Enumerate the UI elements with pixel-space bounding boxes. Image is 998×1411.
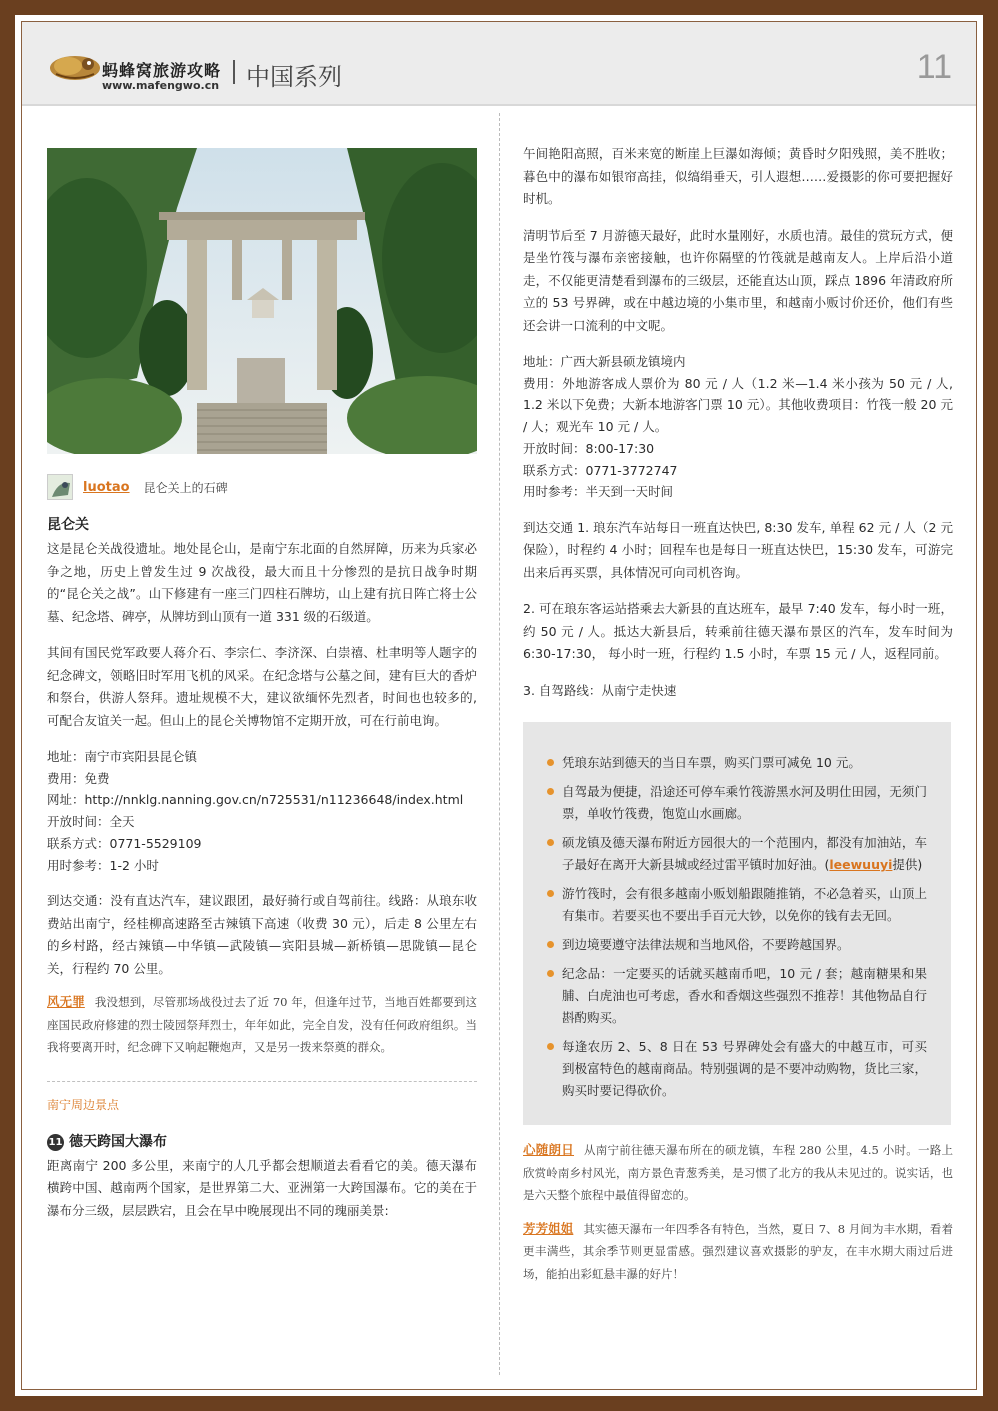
tip-credit-user[interactable]: leewuuyi: [829, 857, 893, 873]
detian-intro: 距离南宁 200 多公里，来南宁的人几乎都会想顺道去看看它的美。德天瀑布横跨中国、越南两个国家，是世界第二大、亚洲第一大跨国瀑布。它的美在于瀑布分三级，层层跌宕，且会在早中晚展现出不同的瑰丽美景:: [47, 1157, 477, 1218]
kunlun-gate-photo: [47, 148, 477, 454]
avatar[interactable]: [47, 474, 73, 500]
detian-duration: 用时参考：半天到一天时间: [523, 484, 674, 500]
quote-text: 我没想到，尽管那场战役过去了近 70 年，但逢年过节，当地百姓都要到这座国民政府修建的烈士陵园祭拜烈士，年年如此，完全自发，没有任何政府组织。当我将要离开时，纪念碑下又响起鞭炮声，又是另一拨来祭奠的群众。: [47, 995, 477, 1055]
quote-text: 从南宁前往德天瀑布所在的硕龙镇，车程 280 公里，4.5 小时。一路上欣赏岭南乡村风光，南方景色青葱秀美，是习惯了北方的我从未见过的。说实话，也是六天整个旅程中最值得留恋的。: [523, 1143, 953, 1203]
photo-caption: 昆仑关上的石碑: [143, 480, 228, 495]
tip-item: 游竹筏时，会有很多越南小贩划船跟随推销，不必急着买，山顶上有集市。若要买也不要出手百元大钞，以免你的钱有去无回。: [547, 883, 927, 927]
kunlun-website[interactable]: 网址：http://nnklg.nanning.gov.cn/n725531/n11236648/index.html: [47, 792, 464, 808]
kunlun-quote: [47, 991, 477, 1059]
tip-item: 到边境要遵守法律法规和当地风俗，不要跨越国界。: [547, 934, 927, 956]
detian-title: 德天跨国大瀑布: [69, 1133, 167, 1150]
photo-credit-user[interactable]: luotao: [83, 479, 130, 495]
detian-quote-1: [523, 1139, 953, 1207]
kunlun-address: 地址：南宁市宾阳县昆仑镇: [47, 749, 198, 764]
tip-item: 纪念品：一定要买的话就买越南币吧，10 元 / 套；越南糖果和果脯、白虎油也可考虑，香水和香烟这些强烈不推荐！其他物品自行斟酌购买。: [547, 963, 927, 1029]
photo-credit: [47, 472, 477, 502]
tip-item: 凭琅东站到德天的当日车票，购买门票可减免 10 元。: [547, 752, 927, 774]
section-divider: [47, 1081, 477, 1082]
section-label: 南宁周边景点: [47, 1097, 120, 1112]
detian-transport-3: 3. 自驾路线：从南宁走快速: [523, 682, 677, 698]
detian-info: [523, 351, 953, 503]
series-title: 中国系列: [246, 63, 342, 91]
tip-text: 硕龙镇及德天瀑布附近方园很大的一个范围内，都没有加油站，车子最好在离开大新县城或经过雷平镇时加好油。(: [562, 835, 927, 873]
detian-fee: 费用：外地游客成人票价为 80 元 / 人（1.2 米—1.4 米小孩为 50 元 / 人, 1.2 米以下免费；大新本地游客门票 10 元）。其他收费项目：竹筏一般 20 元 / 人；观光车 10 元 / 人。: [523, 375, 953, 435]
detian-para-1: 午间艳阳高照，百米来宽的断崖上巨瀑如海倾；黄昏时夕阳残照，美不胜收；暮色中的瀑布如银帘高挂，似缟绢垂天，引人遐想……爱摄影的你可要把握好时机。: [523, 146, 953, 206]
quote-user[interactable]: 心随朗日: [523, 1142, 575, 1158]
header-separator: [233, 60, 235, 84]
kunlun-para-2: 其间有国民党军政要人蒋介石、李宗仁、李济深、白崇禧、杜聿明等人题字的纪念碑文，领略旧时军用飞机的风采。在纪念塔与公墓之间，建有巨大的香炉和祭台，供游人祭拜。遗址规模不大，建议欲缅怀先烈者，时间也也较多的, 可配合友谊关一起。但山上的昆仑关博物馆不定期开放，可在行前电询。: [47, 645, 477, 728]
left-column: [47, 148, 477, 1222]
tip-item: 自驾最为便捷，沿途还可停车乘竹筏游黑水河及明仕田园，无须门票，单收竹筏费，饱览山水画廊。: [547, 781, 927, 825]
kunlun-title: 昆仑关: [47, 517, 89, 533]
tip-item: 每逢农历 2、5、8 日在 53 号界碑处会有盛大的中越互市，可买到极富特色的越南商品。特别强调的是不要冲动购物，货比三家，购买时要记得砍价。: [547, 1036, 927, 1102]
tip-credit-suffix: 提供): [892, 857, 923, 873]
number-badge: 11: [47, 1134, 64, 1151]
kunlun-transport: 到达交通：没有直达汽车，建议跟团，最好骑行或自驾前往。线路：从琅东收费站出南宁，经桂柳高速路至古辣镇下高速（收费 30 元），后走 8 公里左右的乡村路，经古辣镇—中华镇—武陵镇—宾阳县城—新桥镇—思陇镇—昆仑关，行程约 70 公里。: [47, 893, 477, 976]
quote-user[interactable]: 芳芳姐姐: [523, 1220, 574, 1236]
brand-name: 蚂蜂窝旅游攻略: [102, 61, 222, 80]
kunlun-fee: 费用：免费: [47, 770, 110, 786]
page-header: [22, 22, 976, 106]
quote-text: 其实德天瀑布一年四季各有特色，当然，夏日 7、8 月间为丰水期，看着更丰满些，其余季节则更显雷感。强烈建议喜欢摄影的驴友，在丰水期大雨过后进场，能拍出彩虹悬丰瀑的好片！: [523, 1221, 953, 1281]
right-column: [523, 143, 953, 1285]
detian-transport-1: 到达交通 1. 琅东汽车站每日一班直达快巴, 8:30 发车, 单程 62 元 / 人（2 元保险），时程约 4 小时；回程车也是每日一班直达快巴，15:30 发车，可游完出来后再买票，具体情况可向司机咨询。: [523, 519, 953, 580]
brand-url[interactable]: www.mafengwo.cn: [102, 79, 220, 92]
kunlun-hours: 开放时间：全天: [47, 814, 135, 830]
quote-user[interactable]: 风无罪: [47, 994, 85, 1010]
detian-quote-2: [523, 1218, 953, 1286]
tips-box: [523, 722, 951, 1125]
kunlun-info: [47, 746, 477, 876]
detian-phone: 联系方式：0771-3772747: [523, 462, 678, 478]
detian-transport-2: 2. 可在琅东客运站搭乘去大新县的直达班车，最早 7:40 发车，每小时一班，约 50 元 / 人。抵达大新县后，转乘前往德天瀑布景区的汽车，发车时间为 6:30-17:30， 每小时一班，行程约 1.5 小时，车票 15 元 / 人，返程同前。: [523, 601, 953, 662]
detian-address: 地址：广西大新县硕龙镇境内: [523, 354, 686, 369]
kunlun-para-1: 这是昆仑关战役遗址。地处昆仑山，是南宁东北面的自然屏障，历来为兵家必争之地，历史上曾发生过 9 次战役，最大而且十分惨烈的是抗日战争时期的“昆仑关之战”。山下修建有一座三门四柱石牌坊，山上建有抗日阵亡将士公墓、纪念塔、碑亭，从牌坊到山顶有一道 331 级的石级道。: [47, 541, 477, 624]
detian-para-2: 清明节后至 7 月游德天最好，此时水量刚好，水质也清。最佳的赏玩方式，便是坐竹筏与瀑布亲密接触，也许你隔壁的竹筏就是越南友人。上岸后沿小道走，不仅能更清楚看到瀑布的三级层，还能直达山顶，踩点 1896 年清政府所立的 53 号界碑，或在中越边境的小集市里，和越南小贩讨价还价，他们有些还会讲一口流利的中文呢。: [523, 227, 953, 333]
bee-logo-icon: [48, 52, 102, 82]
page-number: 11: [916, 48, 952, 86]
tip-item: [547, 832, 927, 876]
column-divider: [499, 113, 500, 1375]
kunlun-duration: 用时参考：1-2 小时: [47, 857, 159, 873]
detian-heading: [47, 1131, 477, 1151]
kunlun-phone: 联系方式：0771-5529109: [47, 835, 202, 851]
detian-hours: 开放时间：8:00-17:30: [523, 440, 655, 456]
